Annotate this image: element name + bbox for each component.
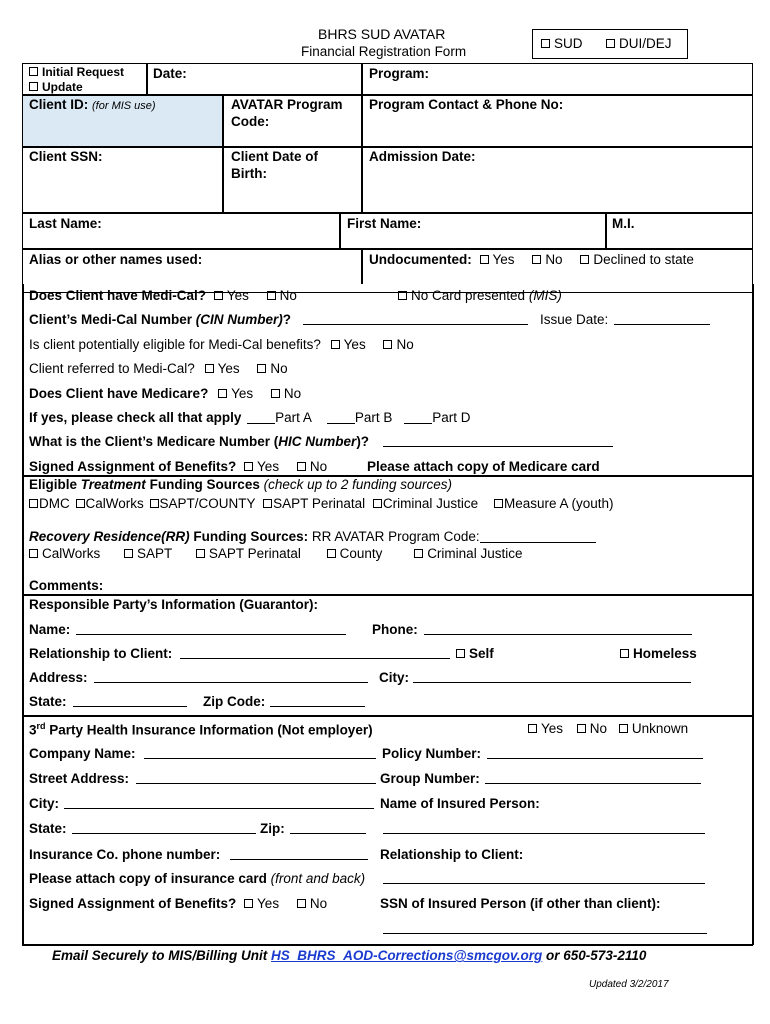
update-option[interactable]: Update <box>29 80 83 94</box>
attach-card-note: Please attach copy of insurance card (front and back) <box>29 871 366 886</box>
policy-number-label: Policy Number: <box>382 746 482 761</box>
checkbox-icon[interactable] <box>244 462 253 471</box>
checkbox-icon[interactable] <box>532 255 541 264</box>
checkbox-icon[interactable] <box>297 462 306 471</box>
checkbox-icon[interactable] <box>297 899 306 908</box>
outer-border-left <box>22 284 24 945</box>
initial-request-option[interactable]: Initial Request <box>29 65 124 79</box>
guarantor-state-field[interactable] <box>73 695 187 707</box>
avatar-code-label-1: AVATAR Program <box>231 97 343 112</box>
avatar-code-label-2: Code: <box>231 114 270 129</box>
checkbox-icon[interactable] <box>414 549 423 558</box>
company-name-field[interactable] <box>144 747 376 759</box>
checkbox-icon[interactable] <box>76 499 85 508</box>
group-number-label: Group Number: <box>380 771 480 786</box>
checkbox-icon[interactable] <box>263 499 272 508</box>
form-subtitle: Financial Registration Form <box>301 44 467 59</box>
comments-label: Comments: <box>29 578 104 593</box>
checkbox-icon[interactable] <box>214 291 223 300</box>
medicare-parts-row: If yes, please check all that apply Part A Part B Part D <box>29 410 471 425</box>
rr-funding-title: Recovery Residence(RR) Funding Sources: RR AVATAR Program Code: <box>29 529 596 544</box>
insurance-zip-label: Zip: <box>260 821 285 836</box>
email-link[interactable]: HS_BHRS_AOD-Corrections@smcgov.org <box>271 948 543 963</box>
checkbox-icon[interactable] <box>150 499 159 508</box>
insured-ssn-field[interactable] <box>383 922 707 934</box>
checkbox-icon[interactable] <box>196 549 205 558</box>
self-option[interactable]: Self <box>456 646 494 661</box>
eligible-question: Is client potentially eligible for Medi-Cal benefits? Yes No <box>29 337 414 352</box>
insurance-phone-label: Insurance Co. phone number: <box>29 847 221 862</box>
guarantor-address-label: Address: <box>29 670 88 685</box>
guarantor-name-field[interactable] <box>76 623 346 635</box>
dob-label-1: Client Date of <box>231 149 319 164</box>
outer-border-right <box>752 284 754 945</box>
checkbox-icon[interactable] <box>244 899 253 908</box>
policy-number-field[interactable] <box>487 747 703 759</box>
guarantor-phone-label: Phone: <box>372 622 418 637</box>
checkbox-icon[interactable] <box>580 255 589 264</box>
dui-dej-option[interactable]: DUI/DEJ <box>606 36 672 51</box>
insurance-state-field[interactable] <box>72 822 256 834</box>
guarantor-zip-label: Zip Code: <box>203 694 266 709</box>
grid-line <box>339 212 341 248</box>
checkbox-icon[interactable] <box>398 291 407 300</box>
grid-line <box>361 63 363 212</box>
checkbox-icon[interactable] <box>494 499 503 508</box>
rr-code-field[interactable] <box>480 531 596 543</box>
no-card-option[interactable]: No Card presented (MIS) <box>398 288 562 303</box>
checkbox-icon[interactable] <box>620 649 629 658</box>
checkbox-icon[interactable] <box>327 549 336 558</box>
checkbox-icon[interactable] <box>606 39 615 48</box>
checkbox-icon[interactable] <box>373 499 382 508</box>
checkbox-icon[interactable] <box>383 340 392 349</box>
checkbox-icon[interactable] <box>257 364 266 373</box>
hic-number-field[interactable] <box>383 435 613 447</box>
checkbox-icon[interactable] <box>619 724 628 733</box>
first-name-label: First Name: <box>347 216 422 231</box>
issue-date-label: Issue Date: <box>540 312 609 327</box>
email-instruction: Email Securely to MIS/Billing Unit HS_BHRS_AOD-Corrections@smcgov.org or 650-573-2110 <box>52 948 647 963</box>
undocumented-row: Undocumented: Yes No Declined to state <box>369 252 694 267</box>
checkbox-icon[interactable] <box>456 649 465 658</box>
updated-date: Updated 3/2/2017 <box>589 979 669 990</box>
attach-medicare-note: Please attach copy of Medicare card <box>367 459 600 474</box>
grid-line <box>222 94 224 212</box>
group-number-field[interactable] <box>485 772 701 784</box>
hic-label: What is the Client’s Medicare Number (HIC Number)? <box>29 434 370 449</box>
client-ssn-label: Client SSN: <box>29 149 103 164</box>
checkbox-icon[interactable] <box>29 67 38 76</box>
guarantor-city-field[interactable] <box>413 671 691 683</box>
insurance-zip-field[interactable] <box>290 822 366 834</box>
company-name-label: Company Name: <box>29 746 136 761</box>
funding-title: Eligible Treatment Funding Sources (check up to 2 funding sources) <box>29 477 452 492</box>
program-label: Program: <box>369 66 430 81</box>
form-title: BHRS SUD AVATAR <box>318 26 446 42</box>
grid-line <box>361 248 363 284</box>
section-divider <box>22 715 753 717</box>
guarantor-address-field[interactable] <box>94 671 368 683</box>
alias-label: Alias or other names used: <box>29 252 203 267</box>
insured-name-label: Name of Insured Person: <box>380 796 540 811</box>
grid-line <box>22 146 753 148</box>
grid-line <box>146 63 148 94</box>
guarantor-relationship-label: Relationship to Client: <box>29 646 173 661</box>
insurance-state-label: State: <box>29 821 67 836</box>
medicare-signed-row: Signed Assignment of Benefits? Yes No <box>29 459 328 474</box>
rr-funding-options: CalWorks SAPT SAPT Perinatal County Criminal Justice <box>29 546 522 561</box>
guarantor-zip-field[interactable] <box>270 695 365 707</box>
insurance-city-field[interactable] <box>64 797 374 809</box>
dob-label-2: Birth: <box>231 166 267 181</box>
guarantor-relationship-field[interactable] <box>180 647 450 659</box>
sud-option[interactable]: SUD <box>541 36 583 51</box>
checkbox-icon[interactable] <box>528 724 537 733</box>
grid-line <box>605 212 607 248</box>
checkbox-icon[interactable] <box>29 549 38 558</box>
checkbox-icon[interactable] <box>29 82 38 91</box>
checkbox-icon[interactable] <box>331 340 340 349</box>
mi-label: M.I. <box>612 216 635 231</box>
referred-question: Client referred to Medi-Cal? Yes No <box>29 361 288 376</box>
outer-border-bottom <box>22 944 753 946</box>
medical-question: Does Client have Medi-Cal? Yes No <box>29 288 297 303</box>
street-address-label: Street Address: <box>29 771 130 786</box>
admission-date-label: Admission Date: <box>369 149 476 164</box>
cin-number-field[interactable] <box>303 313 528 325</box>
guarantor-title: Responsible Party’s Information (Guarantor): <box>29 597 319 612</box>
guarantor-state-label: State: <box>29 694 67 709</box>
street-address-field[interactable] <box>136 772 376 784</box>
insurance-phone-field[interactable] <box>230 848 368 860</box>
medicare-question: Does Client have Medicare? Yes No <box>29 386 302 401</box>
checkbox-icon[interactable] <box>271 389 280 398</box>
checkbox-icon[interactable] <box>218 389 227 398</box>
checkbox-icon[interactable] <box>577 724 586 733</box>
insured-name-field[interactable] <box>383 822 705 834</box>
insured-relationship-label: Relationship to Client: <box>380 847 524 862</box>
grid-line <box>22 212 753 214</box>
funding-options: DMC CalWorks SAPT/COUNTY SAPT Perinatal Criminal Justice Measure A (youth) <box>29 496 614 511</box>
guarantor-phone-field[interactable] <box>424 623 692 635</box>
insured-ssn-label: SSN of Insured Person (if other than client): <box>380 896 661 911</box>
guarantor-city-label: City: <box>379 670 409 685</box>
checkbox-icon[interactable] <box>205 364 214 373</box>
checkbox-icon[interactable] <box>541 39 550 48</box>
grid-line <box>22 94 753 96</box>
client-id-label: Client ID: (for MIS use) <box>29 97 156 112</box>
insured-relationship-field[interactable] <box>383 872 705 884</box>
checkbox-icon[interactable] <box>480 255 489 264</box>
section-divider <box>22 594 753 596</box>
checkbox-icon[interactable] <box>124 549 133 558</box>
part-a-field[interactable] <box>247 412 275 424</box>
insurance-city-label: City: <box>29 796 59 811</box>
insurance-title: 3rd Party Health Insurance Information (Not employer) <box>29 721 373 738</box>
checkbox-icon[interactable] <box>267 291 276 300</box>
part-d-field[interactable] <box>404 412 432 424</box>
issue-date-field[interactable] <box>614 313 710 325</box>
homeless-option[interactable]: Homeless <box>620 646 697 661</box>
grid-line <box>22 248 753 250</box>
insurance-options: Yes No Unknown <box>528 721 688 736</box>
guarantor-name-label: Name: <box>29 622 71 637</box>
last-name-label: Last Name: <box>29 216 102 231</box>
date-label: Date: <box>153 66 187 81</box>
insurance-signed-row: Signed Assignment of Benefits? Yes No <box>29 896 328 911</box>
cin-label: Client’s Medi-Cal Number (CIN Number)? <box>29 312 292 327</box>
program-contact-label: Program Contact & Phone No: <box>369 97 564 112</box>
checkbox-icon[interactable] <box>29 499 38 508</box>
part-b-field[interactable] <box>327 412 355 424</box>
